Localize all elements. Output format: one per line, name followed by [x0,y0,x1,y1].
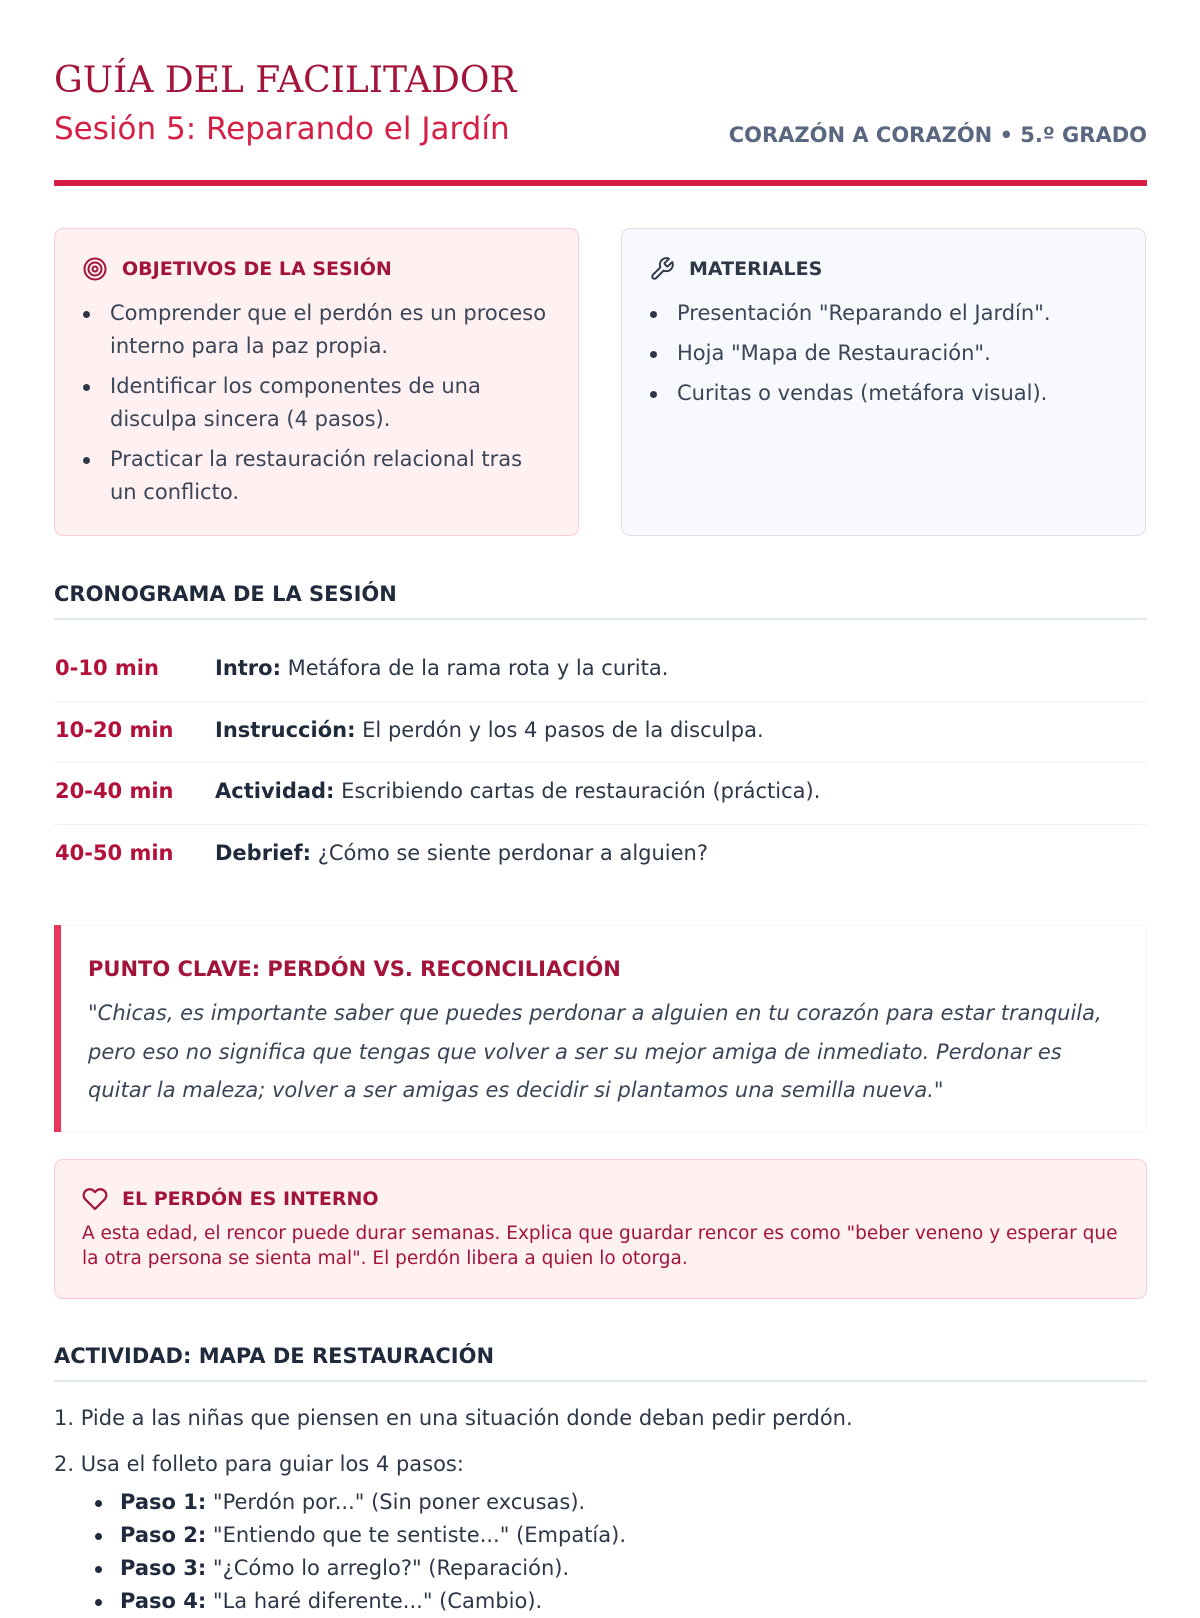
schedule-label: Intro: [215,656,281,680]
program-label: CORAZÓN A CORAZÓN • 5.º GRADO [728,123,1147,147]
schedule-description [215,839,708,867]
materials-title: MATERIALES [689,258,823,280]
schedule-table [54,640,1147,886]
key-point-quote: "Chicas, es importante saber que puedes perdonar a alguien en tu corazón para estar tranquila, pero eso no significa que tengas que volver a ser su mejor amiga de inmediato. Perdonar es quitar la maleza; volver a ser amigas es decidir si plantamos una semilla nueva." [88,1001,1102,1102]
schedule-description [215,716,764,744]
schedule-label: Debrief: [215,840,312,865]
apology-steps-list [95,1486,1147,1618]
step-text: "Perdón por..." (Sin poner excusas). [206,1490,586,1514]
activity-steps [54,1402,1147,1618]
list-item [95,1519,1147,1552]
materials-header [649,256,822,282]
schedule-time: 10-20 min [55,717,174,742]
guide-title: GUÍA DEL FACILITADOR [54,60,517,101]
heart-icon [82,1186,108,1212]
schedule-label: Actividad: [215,779,335,803]
key-point-callout [54,925,1147,1132]
objectives-header [82,256,392,282]
list-item: Comprender que el perdón es un proceso interno para la paz propia. [82,297,548,363]
step-text: "La haré diferente..." (Cambio). [206,1589,543,1613]
table-row [54,702,1147,764]
list-item: Identificar los componentes de una disculpa sincera (4 pasos). [82,370,548,436]
key-point-title: PUNTO CLAVE: PERDÓN VS. RECONCILIACIÓN [88,957,621,981]
alert-header [82,1186,379,1212]
facilitator-guide-page [54,0,1147,1613]
table-row [54,640,1147,702]
list-item: Hoja "Mapa de Restauración". [649,337,1115,370]
wrench-icon [649,256,675,282]
activity-step-2: 2. Usa el folleto para guiar los 4 pasos: [54,1452,464,1476]
alert-body: A esta edad, el rencor puede durar semanas. Explica que guardar rencor es como "beber veneno y esperar que la otra persona se sienta mal". El perdón libera a quien lo otorga. [82,1223,1118,1269]
step-text: "Entiendo que te sentiste..." (Empatía). [206,1523,626,1547]
alert-title: EL PERDÓN ES INTERNO [122,1188,379,1210]
materials-card [621,228,1146,536]
schedule-text: El perdón y los 4 pasos de la disculpa. [355,717,764,742]
list-item: Presentación "Reparando el Jardín". [649,297,1115,330]
step-label: Paso 4: [120,1589,207,1613]
list-item [95,1552,1147,1585]
list-item: Curitas o vendas (metáfora visual). [649,377,1115,410]
schedule-time: 20-40 min [55,779,174,803]
list-item: Practicar la restauración relacional tras un conflicto. [82,443,548,509]
schedule-description [215,654,668,682]
objectives-list [82,297,548,516]
objectives-title: OBJETIVOS DE LA SESIÓN [122,258,392,280]
page-header [54,60,1147,186]
schedule-title: CRONOGRAMA DE LA SESIÓN [54,580,1147,620]
schedule-time: 0-10 min [55,656,159,680]
activity-title: ACTIVIDAD: MAPA DE RESTAURACIÓN [54,1342,1147,1382]
table-row [54,763,1147,825]
materials-list [649,297,1115,417]
target-icon [82,256,108,282]
step-label: Paso 3: [120,1556,207,1580]
objectives-card [54,228,579,536]
list-item [95,1486,1147,1519]
schedule-text: ¿Cómo se siente perdonar a alguien? [311,840,709,865]
session-title: Sesión 5: Reparando el Jardín [54,111,510,147]
activity-step-1: 1. Pide a las niñas que piensen en una situación donde deban pedir perdón. [54,1406,853,1430]
schedule-text: Metáfora de la rama rota y la curita. [280,656,669,680]
step-label: Paso 2: [120,1523,207,1547]
schedule-label: Instrucción: [215,717,356,742]
internal-forgiveness-alert [54,1159,1147,1299]
schedule-time: 40-50 min [55,840,174,865]
step-label: Paso 1: [120,1490,207,1514]
schedule-description [215,777,820,805]
table-row [54,825,1147,887]
list-item [95,1585,1147,1618]
schedule-text: Escribiendo cartas de restauración (práctica). [334,779,821,803]
step-text: "¿Cómo lo arreglo?" (Reparación). [206,1556,570,1580]
